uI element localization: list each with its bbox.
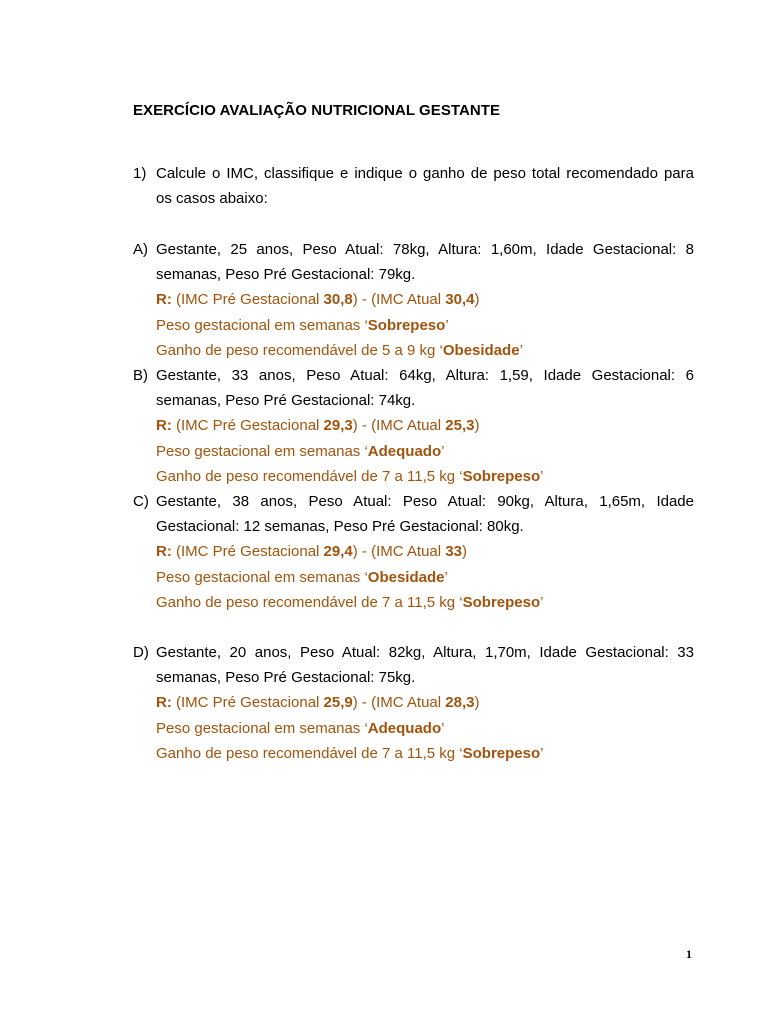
case-a bbox=[133, 237, 694, 363]
document-title: EXERCÍCIO AVALIAÇÃO NUTRICIONAL GESTANTE bbox=[133, 102, 501, 119]
imc-pre-value: 30,8 bbox=[323, 291, 353, 309]
answer-ganho bbox=[133, 590, 694, 615]
case-letter: C) bbox=[133, 493, 149, 510]
peso-end: ’ bbox=[445, 316, 449, 334]
answer-label: R: bbox=[156, 694, 172, 712]
page-number: 1 bbox=[686, 947, 692, 961]
question-line-2: os casos abaixo: bbox=[156, 190, 268, 208]
imc-mid-text: ) - (IMC Atual bbox=[352, 417, 446, 435]
peso-text: Peso gestacional em semanas ‘ bbox=[156, 442, 368, 460]
imc-end: ) bbox=[474, 694, 480, 712]
peso-end: ’ bbox=[444, 568, 448, 586]
case-line-1: Gestante, 33 anos, Peso Atual: 64kg, Altura: 1,59, Idade Gestacional: 6 bbox=[156, 367, 694, 384]
answer-imc bbox=[133, 287, 694, 312]
imc-atual-value: 25,3 bbox=[445, 417, 475, 435]
answer-ganho bbox=[133, 741, 694, 766]
answer-label: R: bbox=[156, 543, 172, 561]
answer-label: R: bbox=[156, 417, 172, 435]
case-letter: D) bbox=[133, 644, 149, 661]
question-number: 1) bbox=[133, 165, 147, 182]
imc-pre-value: 29,4 bbox=[323, 543, 353, 561]
ganho-class: Sobrepeso bbox=[462, 467, 541, 485]
imc-pre-text: (IMC Pré Gestacional bbox=[171, 543, 324, 561]
answer-ganho bbox=[133, 338, 694, 363]
peso-text: Peso gestacional em semanas ‘ bbox=[156, 316, 368, 334]
imc-mid-text: ) - (IMC Atual bbox=[352, 694, 446, 712]
answer-imc bbox=[133, 539, 694, 564]
peso-class: Sobrepeso bbox=[367, 316, 446, 334]
ganho-text: Ganho de peso recomendável de 7 a 11,5 kg ‘ bbox=[156, 744, 463, 762]
question-1 bbox=[133, 161, 694, 211]
case-line-1: Gestante, 38 anos, Peso Atual: Peso Atual: 90kg, Altura, 1,65m, Idade bbox=[156, 493, 694, 510]
answer-imc bbox=[133, 690, 694, 715]
case-line-2: Gestacional: 12 semanas, Peso Pré Gestacional: 80kg. bbox=[156, 518, 524, 536]
ganho-text: Ganho de peso recomendável de 7 a 11,5 kg ‘ bbox=[156, 467, 463, 485]
peso-end: ’ bbox=[441, 442, 445, 460]
answer-peso bbox=[133, 313, 694, 338]
case-line-2: semanas, Peso Pré Gestacional: 79kg. bbox=[156, 266, 416, 284]
ganho-end: ’ bbox=[540, 593, 544, 611]
case-line-1: Gestante, 20 anos, Peso Atual: 82kg, Altura, 1,70m, Idade Gestacional: 33 bbox=[156, 644, 694, 661]
imc-pre-value: 25,9 bbox=[323, 694, 353, 712]
case-b bbox=[133, 363, 694, 489]
answer-ganho bbox=[133, 464, 694, 489]
imc-mid-text: ) - (IMC Atual bbox=[352, 291, 446, 309]
case-line-1: Gestante, 25 anos, Peso Atual: 78kg, Altura: 1,60m, Idade Gestacional: 8 bbox=[156, 241, 694, 258]
answer-peso bbox=[133, 439, 694, 464]
ganho-end: ’ bbox=[540, 744, 544, 762]
peso-end: ’ bbox=[441, 719, 445, 737]
peso-class: Obesidade bbox=[367, 568, 445, 586]
imc-pre-text: (IMC Pré Gestacional bbox=[171, 694, 324, 712]
peso-class: Adequado bbox=[367, 719, 442, 737]
answer-label: R: bbox=[156, 291, 172, 309]
case-letter: A) bbox=[133, 241, 148, 258]
peso-text: Peso gestacional em semanas ‘ bbox=[156, 719, 368, 737]
ganho-text: Ganho de peso recomendável de 7 a 11,5 kg ‘ bbox=[156, 593, 463, 611]
imc-end: ) bbox=[474, 417, 480, 435]
peso-class: Adequado bbox=[367, 442, 442, 460]
imc-end: ) bbox=[474, 291, 480, 309]
question-line-1: Calcule o IMC, classifique e indique o ganho de peso total recomendado para bbox=[156, 165, 694, 182]
imc-atual-value: 28,3 bbox=[445, 694, 475, 712]
ganho-class: Sobrepeso bbox=[462, 593, 541, 611]
answer-peso bbox=[133, 716, 694, 741]
ganho-end: ’ bbox=[519, 341, 523, 359]
imc-mid-text: ) - (IMC Atual bbox=[352, 543, 446, 561]
answer-peso bbox=[133, 565, 694, 590]
case-line-2: semanas, Peso Pré Gestacional: 74kg. bbox=[156, 392, 416, 410]
imc-end: ) bbox=[461, 543, 467, 561]
case-letter: B) bbox=[133, 367, 148, 384]
imc-atual-value: 30,4 bbox=[445, 291, 475, 309]
ganho-end: ’ bbox=[540, 467, 544, 485]
answer-imc bbox=[133, 413, 694, 438]
peso-text: Peso gestacional em semanas ‘ bbox=[156, 568, 368, 586]
case-c bbox=[133, 489, 694, 615]
case-line-2: semanas, Peso Pré Gestacional: 75kg. bbox=[156, 669, 416, 687]
ganho-class: Obesidade bbox=[442, 341, 520, 359]
case-d bbox=[133, 640, 694, 766]
imc-pre-text: (IMC Pré Gestacional bbox=[171, 417, 324, 435]
ganho-text: Ganho de peso recomendável de 5 a 9 kg ‘ bbox=[156, 341, 443, 359]
imc-atual-value: 33 bbox=[445, 543, 462, 561]
imc-pre-text: (IMC Pré Gestacional bbox=[171, 291, 324, 309]
imc-pre-value: 29,3 bbox=[323, 417, 353, 435]
ganho-class: Sobrepeso bbox=[462, 744, 541, 762]
